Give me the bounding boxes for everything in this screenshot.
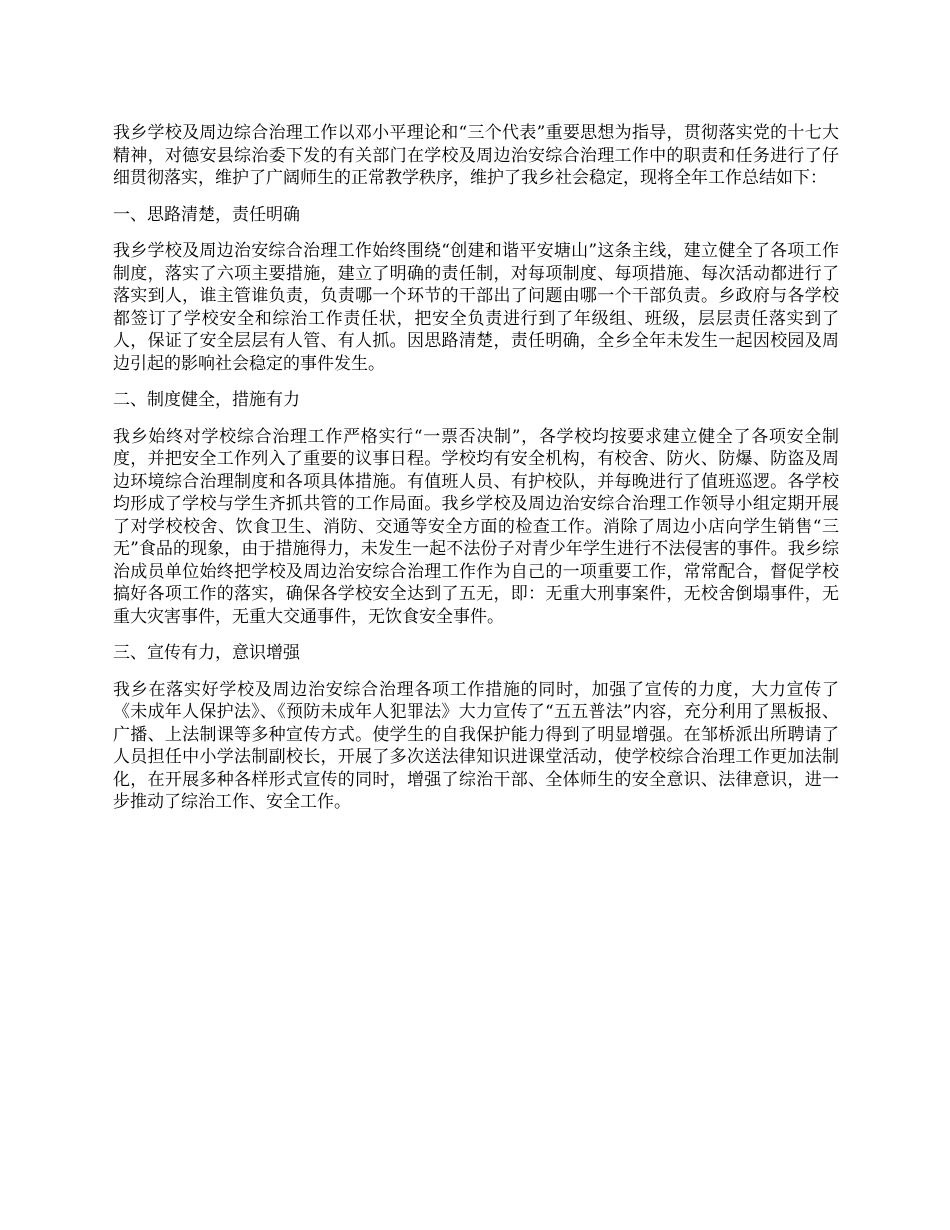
section-heading-2: 二、制度健全，措施有力 bbox=[113, 390, 300, 410]
document-page bbox=[113, 122, 839, 828]
section-heading-1: 一、思路清楚，责任明确 bbox=[113, 204, 300, 225]
section-heading-3: 三、宣传有力，意识增强 bbox=[113, 643, 300, 663]
section-body-2: 我乡始终对学校综合治理工作严格实行“一票否决制”，各学校均按要求建立健全了各项安全制度，并把安全工作列入了重要的议事日程。学校均有安全机构，有校舍、防火、防爆、防盗及周边环境综合治理制度和各项具体措施。有值班人员、有护校队，并每晚进行了值班巡逻。各学校均形成了学校与学生齐抓共管的工作局面。我乡学校及周边治安综合治理工作领导小组定期开展了对学校校舍、饮食卫生、消防、交通等安全方面的检查工作。消除了周边小店向学生销售“三无”食品的现象，由于措施得力，未发生一起不法份子对青少年学生进行不法侵害的事件。我乡综治成员单位始终把学校及周边治安综合治理工作作为自己的一项重要工作，常常配合，督促学校搞好各项工作的落实，确保各学校安全达到了五无，即：无重大刑事案件，无校舍倒塌事件，无重大灾害事件，无重大交通事件，无饮食安全事件。 bbox=[113, 426, 839, 627]
intro-paragraph: 我乡学校及周边综合治理工作以邓小平理论和“三个代表”重要思想为指导，贯彻落实党的十七大精神，对德安县综治委下发的有关部门在学校及周边治安综合治理工作中的职责和任务进行了仔细贯彻落实，维护了广阔师生的正常教学秩序，维护了我乡社会稳定，现将全年工作总结如下： bbox=[113, 123, 839, 188]
section-body-1: 我乡学校及周边治安综合治理工作始终围绕“创建和谐平安塘山”这条主线，建立健全了各项工作制度，落实了六项主要措施，建立了明确的责任制，对每项制度、每项措施、每次活动都进行了落实到人，谁主管谁负责，负责哪一个环节的干部出了问题由哪一个干部负责。乡政府与各学校都签订了学校安全和综治工作责任状，把安全负责进行到了年级组、班级，层层责任落实到了人，保证了安全层层有人管、有人抓。因思路清楚，责任明确，全乡全年未发生一起因校园及周边引起的影响社会稳定的事件发生。 bbox=[113, 241, 839, 374]
section-body-3: 我乡在落实好学校及周边治安综合治理各项工作措施的同时，加强了宣传的力度，大力宣传了《未成年人保护法》、《预防未成年人犯罪法》大力宣传了“五五普法”内容，充分利用了黑板报、广播、上法制课等多种宣传方式。使学生的自我保护能力得到了明显增强。在邹桥派出所聘请了人员担任中小学法制副校长，开展了多次送法律知识进课堂活动，使学校综合治理工作更加法制化，在开展多种各样形式宣传的同时，增强了综治干部、全体师生的安全意识、法律意识，进一步推动了综治工作、安全工作。 bbox=[113, 679, 839, 812]
